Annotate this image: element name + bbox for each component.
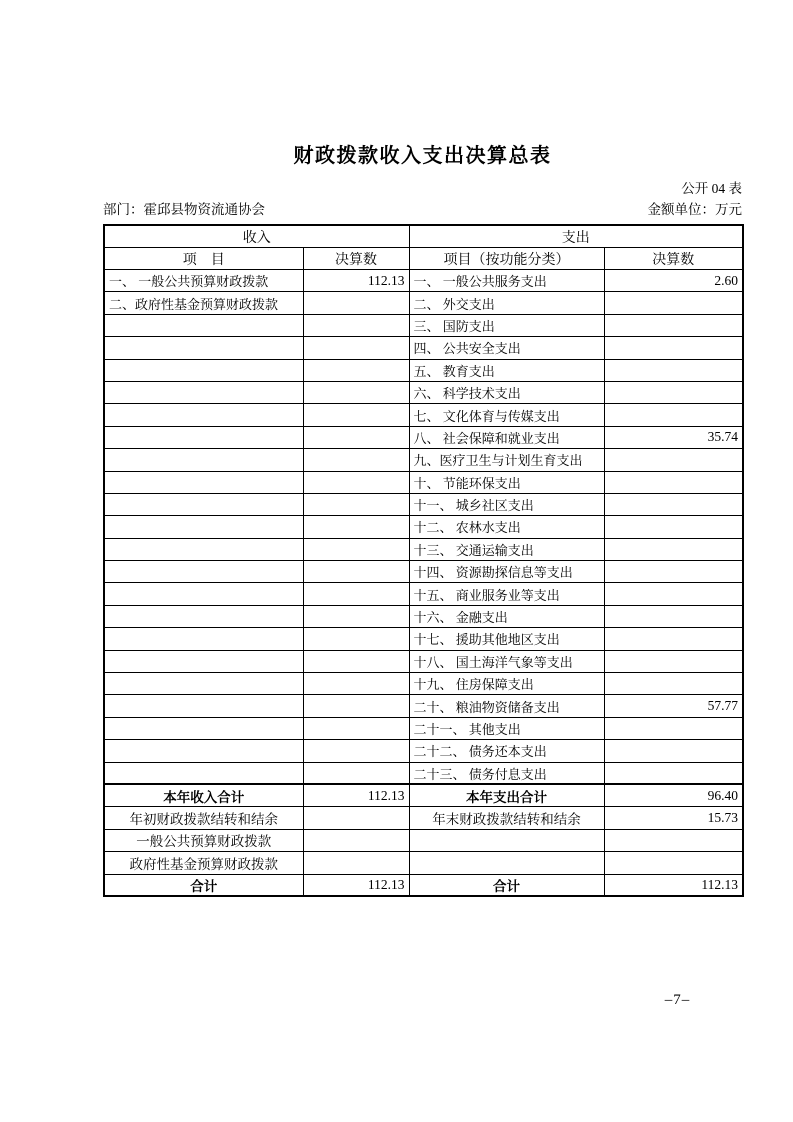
expense-item-cell: 年末财政拨款结转和结余 xyxy=(409,807,604,829)
expense-value-cell: 96.40 xyxy=(604,784,743,806)
table-row xyxy=(104,650,743,672)
income-item-cell xyxy=(104,493,303,515)
expense-item-cell: 二十二、 债务还本支出 xyxy=(409,740,604,762)
income-section-header: 收入 xyxy=(104,225,409,248)
table-row xyxy=(104,404,743,426)
table-row xyxy=(104,583,743,605)
expense-item-cell: 七、 文化体育与传媒支出 xyxy=(409,404,604,426)
expense-item-cell: 二十、 粮油物资储备支出 xyxy=(409,695,604,717)
expense-value-cell: 57.77 xyxy=(604,695,743,717)
income-value-cell xyxy=(303,650,409,672)
table-code-label: 公开 04 表 xyxy=(681,181,742,196)
income-item-cell xyxy=(104,359,303,381)
expense-item-cell: 十四、 资源勘探信息等支出 xyxy=(409,561,604,583)
expense-value-cell xyxy=(604,538,743,560)
expense-item-cell: 一、 一般公共服务支出 xyxy=(409,270,604,292)
income-value-cell xyxy=(303,829,409,851)
income-item-cell xyxy=(104,717,303,739)
expense-section-header: 支出 xyxy=(409,225,743,248)
income-value-cell xyxy=(303,471,409,493)
expense-value-cell: 2.60 xyxy=(604,270,743,292)
table-row xyxy=(104,538,743,560)
expense-item-cell: 三、 国防支出 xyxy=(409,314,604,336)
table-row xyxy=(104,784,743,806)
expense-item-cell: 六、 科学技术支出 xyxy=(409,381,604,403)
expense-value-cell xyxy=(604,762,743,784)
income-value-cell xyxy=(303,337,409,359)
income-item-cell xyxy=(104,314,303,336)
income-value-cell: 112.13 xyxy=(303,270,409,292)
expense-value-cell xyxy=(604,673,743,695)
income-item-cell xyxy=(104,381,303,403)
income-value-cell xyxy=(303,314,409,336)
expense-item-cell: 合计 xyxy=(409,874,604,896)
expense-value-cell xyxy=(604,449,743,471)
expense-item-cell: 本年支出合计 xyxy=(409,784,604,806)
income-item-cell xyxy=(104,404,303,426)
income-value-cell xyxy=(303,673,409,695)
table-row xyxy=(104,628,743,650)
expense-value-cell: 35.74 xyxy=(604,426,743,448)
expense-value-cell xyxy=(604,650,743,672)
income-value-cell xyxy=(303,852,409,874)
expense-value-cell xyxy=(604,314,743,336)
expense-item-cell: 十九、 住房保障支出 xyxy=(409,673,604,695)
expense-value-cell xyxy=(604,381,743,403)
budget-table xyxy=(103,224,744,897)
expense-item-cell: 十三、 交通运输支出 xyxy=(409,538,604,560)
income-value-cell xyxy=(303,426,409,448)
income-item-cell xyxy=(104,538,303,560)
expense-value-cell: 112.13 xyxy=(604,874,743,896)
expense-value-cell xyxy=(604,337,743,359)
income-value-cell xyxy=(303,359,409,381)
income-item-cell: 年初财政拨款结转和结余 xyxy=(104,807,303,829)
table-row xyxy=(104,292,743,314)
income-value-cell xyxy=(303,561,409,583)
income-item-cell: 本年收入合计 xyxy=(104,784,303,806)
income-value-cell: 112.13 xyxy=(303,874,409,896)
income-item-cell xyxy=(104,762,303,784)
table-row xyxy=(104,449,743,471)
expense-value-cell: 15.73 xyxy=(604,807,743,829)
income-value-cell xyxy=(303,717,409,739)
expense-item-cell: 十一、 城乡社区支出 xyxy=(409,493,604,515)
income-item-cell xyxy=(104,650,303,672)
expense-value-cell xyxy=(604,829,743,851)
income-item-cell xyxy=(104,516,303,538)
col-header-income-value: 决算数 xyxy=(303,248,409,270)
document-title: 财政拨款收入支出决算总表 xyxy=(293,145,552,167)
income-value-cell xyxy=(303,695,409,717)
table-row xyxy=(104,695,743,717)
income-item-cell xyxy=(104,695,303,717)
expense-value-cell xyxy=(604,628,743,650)
expense-item-cell: 十六、 金融支出 xyxy=(409,605,604,627)
department-label: 部门：霍邱县物资流通协会 xyxy=(103,202,265,217)
table-row xyxy=(104,829,743,851)
expense-value-cell xyxy=(604,292,743,314)
expense-item-cell: 五、 教育支出 xyxy=(409,359,604,381)
table-row xyxy=(104,359,743,381)
expense-item-cell: 十五、 商业服务业等支出 xyxy=(409,583,604,605)
table-row xyxy=(104,493,743,515)
expense-value-cell xyxy=(604,404,743,426)
income-value-cell xyxy=(303,807,409,829)
income-value-cell xyxy=(303,538,409,560)
income-value-cell xyxy=(303,516,409,538)
table-row xyxy=(104,605,743,627)
table-row xyxy=(104,807,743,829)
income-item-cell xyxy=(104,605,303,627)
col-header-expense-value: 决算数 xyxy=(604,248,743,270)
income-item-cell xyxy=(104,449,303,471)
expense-value-cell xyxy=(604,359,743,381)
income-value-cell xyxy=(303,762,409,784)
income-value-cell xyxy=(303,449,409,471)
expense-item-cell xyxy=(409,829,604,851)
expense-value-cell xyxy=(604,561,743,583)
income-item-cell: 合计 xyxy=(104,874,303,896)
expense-value-cell xyxy=(604,717,743,739)
income-value-cell xyxy=(303,404,409,426)
table-row xyxy=(104,426,743,448)
expense-item-cell: 二十三、 债务付息支出 xyxy=(409,762,604,784)
income-value-cell xyxy=(303,381,409,403)
income-value-cell xyxy=(303,292,409,314)
expense-value-cell xyxy=(604,852,743,874)
income-value-cell xyxy=(303,740,409,762)
expense-value-cell xyxy=(604,605,743,627)
income-value-cell: 112.13 xyxy=(303,784,409,806)
table-row xyxy=(104,270,743,292)
table-row xyxy=(104,852,743,874)
section-header-row xyxy=(104,225,743,248)
income-item-cell: 政府性基金预算财政拨款 xyxy=(104,852,303,874)
expense-item-cell: 四、 公共安全支出 xyxy=(409,337,604,359)
expense-item-cell: 十八、 国土海洋气象等支出 xyxy=(409,650,604,672)
document-content xyxy=(103,0,742,897)
income-value-cell xyxy=(303,605,409,627)
expense-item-cell: 十二、 农林水支出 xyxy=(409,516,604,538)
table-row xyxy=(104,673,743,695)
income-item-cell xyxy=(104,337,303,359)
expense-item-cell: 九、医疗卫生与计划生育支出 xyxy=(409,449,604,471)
column-header-row xyxy=(104,248,743,270)
income-item-cell xyxy=(104,471,303,493)
income-value-cell xyxy=(303,583,409,605)
table-row xyxy=(104,516,743,538)
income-item-cell xyxy=(104,561,303,583)
expense-item-cell: 八、 社会保障和就业支出 xyxy=(409,426,604,448)
income-item-cell xyxy=(104,583,303,605)
table-body xyxy=(104,270,743,897)
table-row xyxy=(104,471,743,493)
col-header-income-item: 项 目 xyxy=(104,248,303,270)
income-item-cell: 一、 一般公共预算财政拨款 xyxy=(104,270,303,292)
income-item-cell xyxy=(104,628,303,650)
expense-item-cell: 十、 节能环保支出 xyxy=(409,471,604,493)
income-value-cell xyxy=(303,628,409,650)
expense-item-cell xyxy=(409,852,604,874)
meta-row xyxy=(103,202,742,218)
table-row xyxy=(104,337,743,359)
col-header-expense-item: 项目（按功能分类） xyxy=(409,248,604,270)
expense-item-cell: 二、 外交支出 xyxy=(409,292,604,314)
income-item-cell xyxy=(104,673,303,695)
income-value-cell xyxy=(303,493,409,515)
table-row xyxy=(104,561,743,583)
expense-value-cell xyxy=(604,740,743,762)
table-row xyxy=(104,717,743,739)
income-item-cell xyxy=(104,426,303,448)
expense-value-cell xyxy=(604,471,743,493)
income-item-cell xyxy=(104,740,303,762)
table-row xyxy=(104,314,743,336)
income-item-cell: 二、政府性基金预算财政拨款 xyxy=(104,292,303,314)
expense-item-cell: 二十一、 其他支出 xyxy=(409,717,604,739)
unit-label: 金额单位：万元 xyxy=(647,202,742,217)
expense-value-cell xyxy=(604,493,743,515)
expense-item-cell: 十七、 援助其他地区支出 xyxy=(409,628,604,650)
table-row xyxy=(104,874,743,896)
page-number: –7– xyxy=(664,992,691,1008)
table-row xyxy=(104,762,743,784)
table-row xyxy=(104,740,743,762)
income-item-cell: 一般公共预算财政拨款 xyxy=(104,829,303,851)
expense-value-cell xyxy=(604,516,743,538)
table-row xyxy=(104,381,743,403)
expense-value-cell xyxy=(604,583,743,605)
